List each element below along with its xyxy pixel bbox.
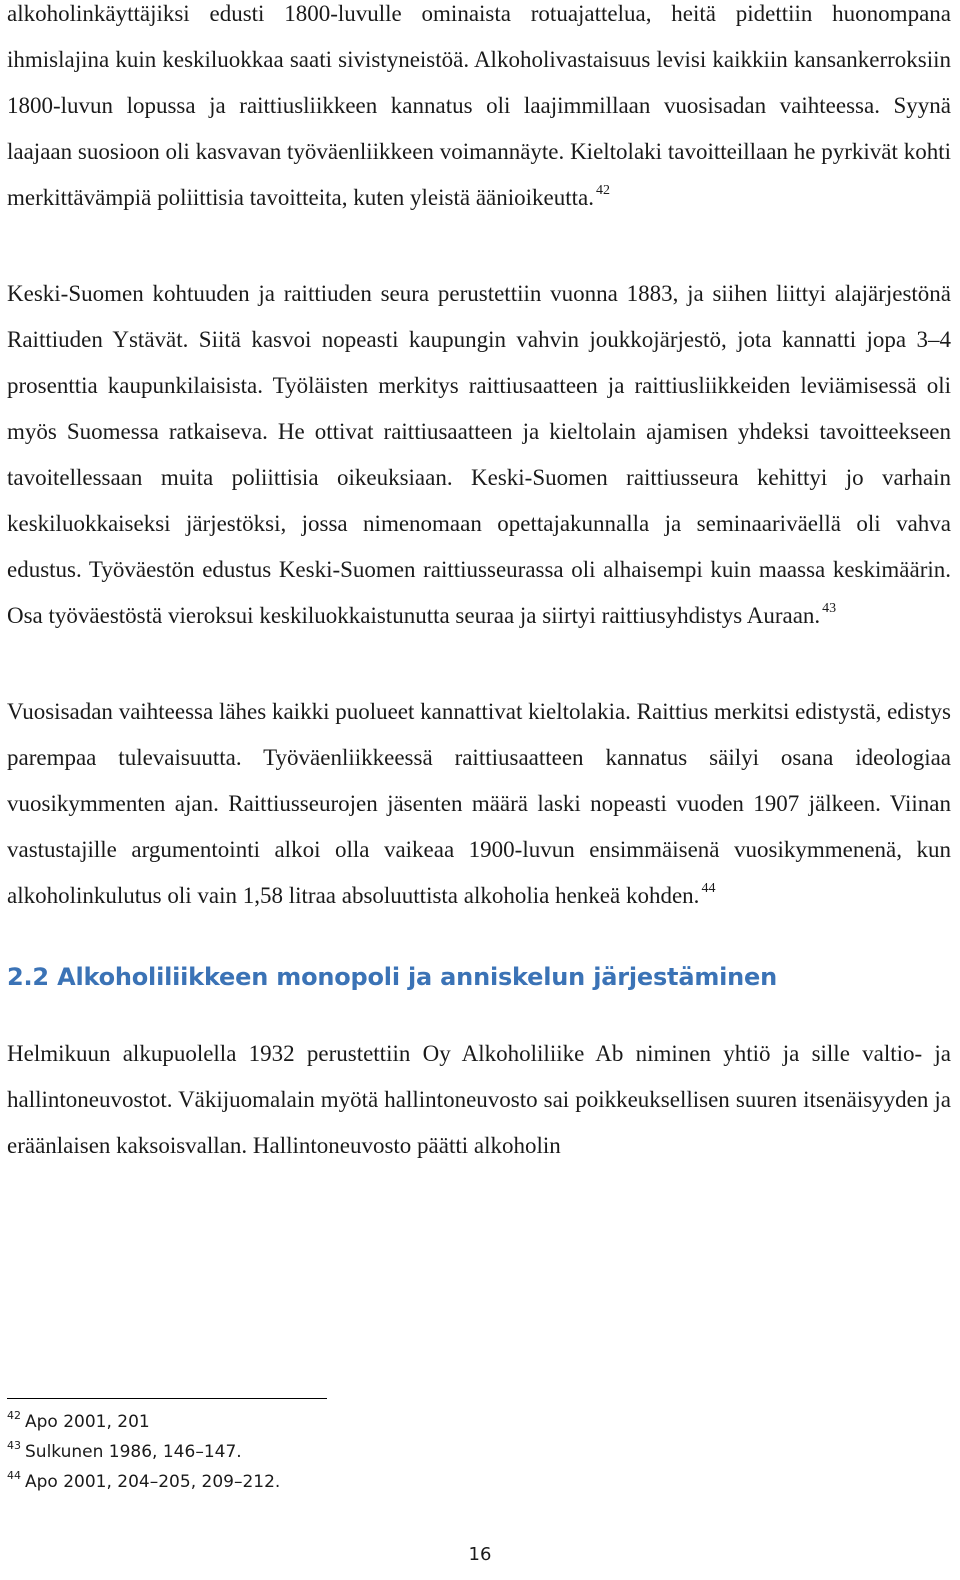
footnote-ref-44[interactable]: 44 (701, 881, 716, 896)
paragraph-text: Keski-Suomen kohtuuden ja raittiuden seura perustettiin vuonna 1883, ja siihen liittyi alajärjestönä Raittiuden Ystävät. Siitä kasvoi nopeasti kaupungin vahvin joukkojärjestö, jota kannatti jopa 3–4 prosenttia kaupunkilaisista. Työläisten merkitys raittiusaatteen ja raittiusliikkeiden leviämisessä oli myös Suomessa ratkaiseva. He ottivat raittiusaatteen ja kieltolain ajamisen yhdeksi tavoitteekseen tavoitellessaan muita poliittisia oikeuksiaan. Keski-Suomen raittiusseura kehittyi jo varhain keskiluokkaiseksi järjestöksi, jossa nimenomaan opettajakunnalla ja seminaariväellä oli vahva edustus. Työväestön edustus Keski-Suomen raittiusseurassa oli alhaisempi kuin maassa keskimäärin. Osa työväestöstä vieroksui keskiluokkaistunutta seuraa ja siirtyi raittiusyhdistys Auraan. (7, 281, 951, 628)
footnote-number: 44 (7, 1469, 21, 1482)
body-paragraph-1 (7, 0, 951, 225)
paragraph-text: Vuosisadan vaihteessa lähes kaikki puolueet kannattivat kieltolakia. Raittius merkitsi edistystä, edistys parempaa tulevaisuutta. Työväenliikkeessä raittiusaatteen kannatus säilyi osana ideologiaa vuosikymmenten ajan. Raittiusseurojen jäsenten määrä laski nopeasti vuoden 1907 jälkeen. Viinan vastustajille argumentointi alkoi olla vaikeaa 1900-luvun ensimmäisenä vuosikymmenenä, kun alkoholinkulutus oli vain 1,58 litraa absoluuttista alkoholia henkeä kohden. (7, 699, 951, 908)
footnote-42 (7, 1408, 280, 1438)
footnote-number: 42 (7, 1409, 21, 1422)
footnotes-list (7, 1408, 280, 1498)
paragraph-text: alkoholinkäyttäjiksi edusti 1800-luvulle ominaista rotuajattelua, heitä pidettiin huonompana ihmislajina kuin keskiluokkaa saati sivistyneistöä. Alkoholivastaisuus levisi kaikkiin kansankerroksiin 1800-luvun lopussa ja raittiusliikkeen kannatus oli laajimmillaan vuosisadan vaihteessa. Syynä laajaan suosioon oli kasvavan työväenliikkeen voimannäyte. Kieltolaki tavoitteillaan he pyrkivät kohti merkittävämpiä poliittisia tavoitteita, kuten yleistä äänioikeutta. (7, 1, 951, 210)
footnote-number: 43 (7, 1439, 21, 1452)
body-paragraph-3 (7, 689, 951, 923)
footnote-ref-42[interactable]: 42 (595, 183, 610, 198)
body-paragraph-4: Helmikuun alkupuolella 1932 perustettiin Oy Alkoholiliike Ab niminen yhtiö ja sille valtio- ja hallintoneuvostot. Väkijuomalain myötä hallintoneuvosto sai poikkeuksellisen suuren itsenäisyyden ja eräänlaisen kaksoisvallan. Hallintoneuvosto päätti alkoholin (7, 1041, 951, 1158)
section-heading: 2.2 Alkoholiliikkeen monopoli ja anniskelun järjestäminen (7, 963, 778, 991)
footnote-text: Apo 2001, 201 (25, 1412, 150, 1432)
page-number: 16 (468, 1544, 492, 1565)
body-paragraph-2 (7, 271, 951, 643)
footnote-43 (7, 1438, 280, 1468)
footnote-44 (7, 1468, 280, 1498)
footnote-ref-43[interactable]: 43 (822, 601, 837, 616)
footnote-text: Sulkunen 1986, 146–147. (25, 1442, 242, 1462)
footnote-divider (7, 1398, 327, 1399)
page-body (7, 0, 951, 1169)
footnote-text: Apo 2001, 204–205, 209–212. (25, 1472, 281, 1492)
